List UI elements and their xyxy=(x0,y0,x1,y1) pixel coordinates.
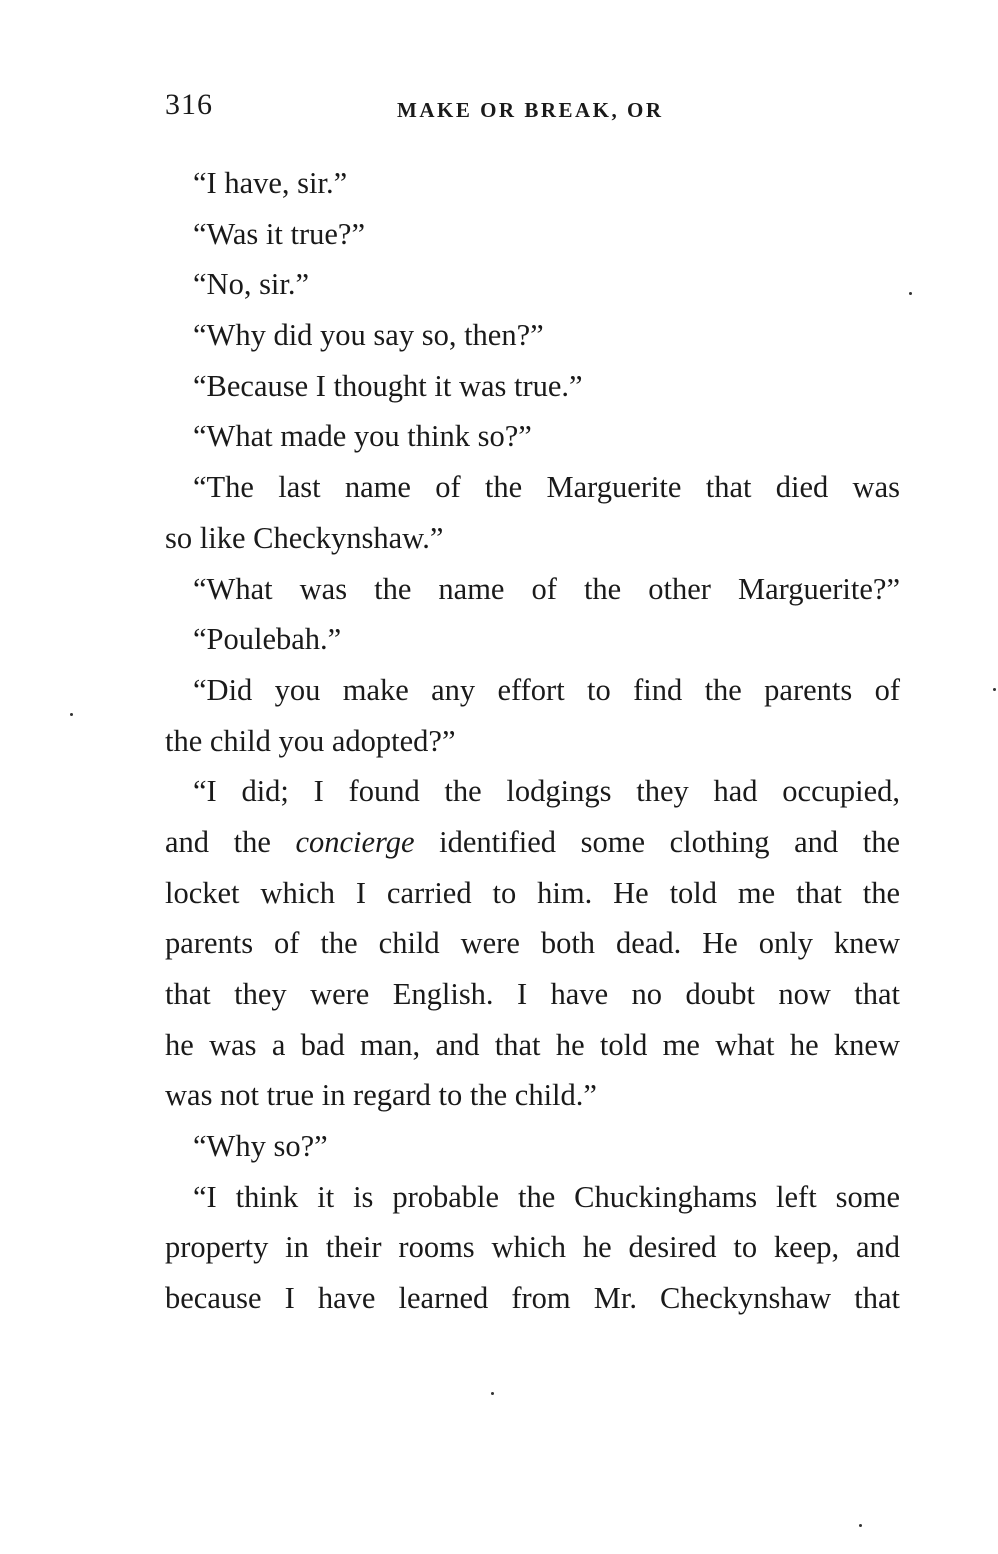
text-line: parents of the child were both dead. He only knew xyxy=(165,926,900,961)
text-line: was not true in regard to the child.” xyxy=(165,1078,597,1113)
paper-speck xyxy=(70,713,73,716)
text-line: “What made you think so?” xyxy=(193,419,532,454)
text-line: “Did you make any effort to find the parents of xyxy=(193,672,900,707)
text-line: locket which I carried to him. He told me that the xyxy=(165,875,900,910)
italic-word: concierge xyxy=(295,824,415,859)
text-segment: and the xyxy=(165,824,296,859)
page-number: 316 xyxy=(165,88,213,121)
running-head: MAKE OR BREAK, OR xyxy=(397,98,664,122)
text-line: “Because I thought it was true.” xyxy=(193,368,583,403)
text-line: “What was the name of the other Marguerite?” xyxy=(193,571,900,606)
text-line: “I think it is probable the Chuckinghams left some xyxy=(193,1179,900,1214)
text-line: “Poulebah.” xyxy=(193,622,342,657)
text-line: “No, sir.” xyxy=(193,267,310,302)
text-line: “The last name of the Marguerite that died was xyxy=(193,470,900,505)
text-line: “I did; I found the lodgings they had occupied, xyxy=(193,774,900,809)
paper-speck xyxy=(859,1524,862,1527)
text-line: “Why did you say so, then?” xyxy=(193,318,544,353)
paper-speck xyxy=(993,688,996,691)
text-line: he was a bad man, and that he told me what he knew xyxy=(165,1027,900,1062)
text-line: so like Checkynshaw.” xyxy=(165,520,444,555)
body-text xyxy=(165,158,900,1324)
text-line: that they were English. I have no doubt now that xyxy=(165,977,900,1011)
text-line: property in their rooms which he desired to keep, and xyxy=(165,1230,900,1265)
text-segment: identified some clothing and the xyxy=(414,824,900,859)
text-line: because I have learned from Mr. Checkynshaw that xyxy=(165,1281,900,1316)
paper-speck xyxy=(491,1392,494,1395)
text-line: “Why so?” xyxy=(193,1129,328,1164)
text-line: “Was it true?” xyxy=(193,216,365,251)
page-header xyxy=(165,88,900,128)
text-line xyxy=(165,817,900,868)
paper-speck xyxy=(909,292,912,295)
text-line: “I have, sir.” xyxy=(193,166,348,200)
text-line: the child you adopted?” xyxy=(165,723,456,758)
